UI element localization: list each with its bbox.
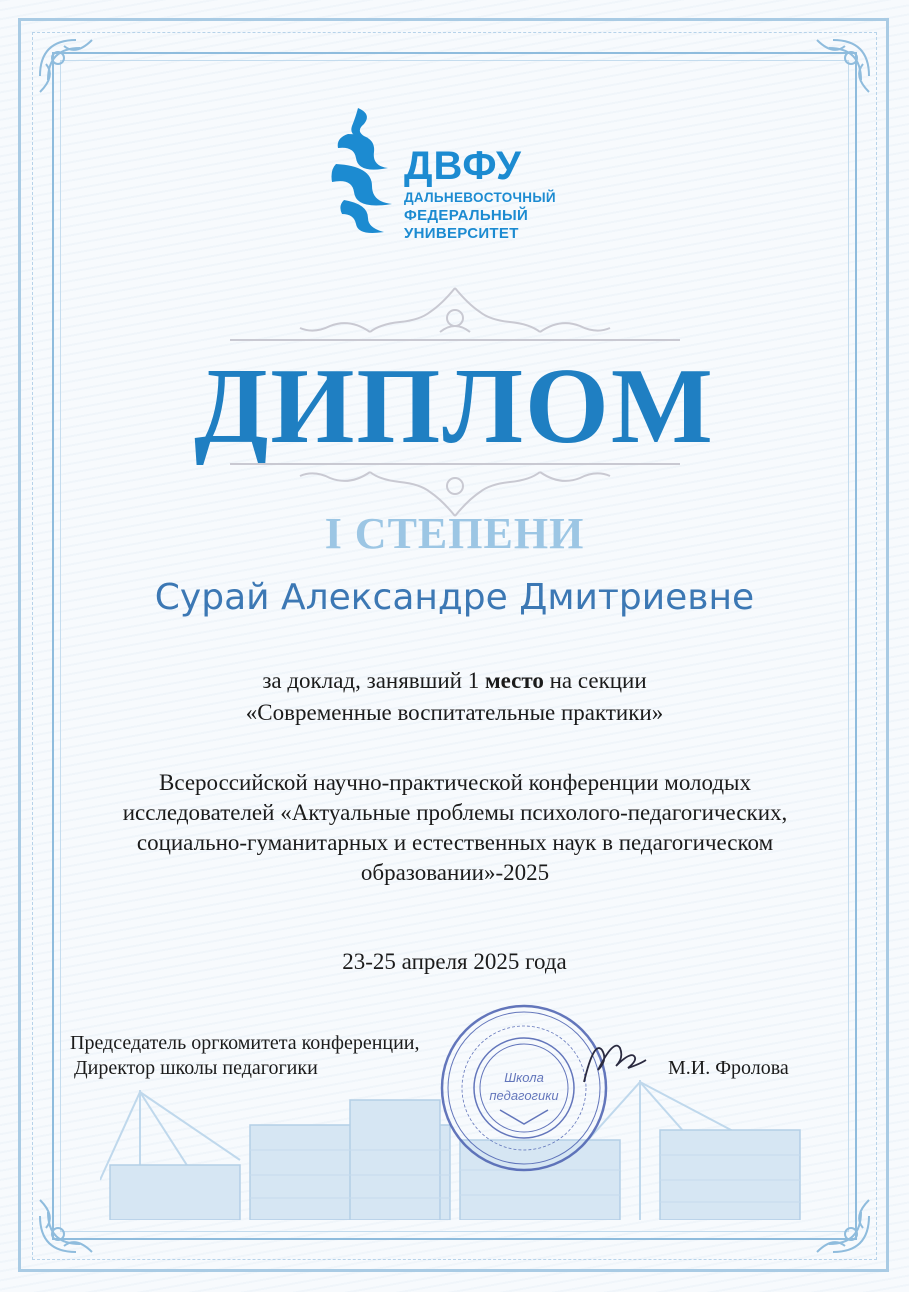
diploma-title: ДИПЛОМ bbox=[194, 347, 715, 466]
university-logo bbox=[328, 104, 556, 242]
section-name: «Современные воспитательные практики» bbox=[245, 700, 664, 725]
signatory-role-2: Директор школы педагогики bbox=[74, 1057, 318, 1079]
conference-description: Всероссийской научно-практической конференции молодых исследователей «Актуальные проблемы психолого-педагогических, социально-гуманитарных и естественных наук в педагогическом образовании»-2025 bbox=[122, 770, 788, 885]
award-emphasis: место bbox=[485, 668, 544, 693]
recipient-name: Сурай Александре Дмитриевне bbox=[154, 577, 755, 618]
award-suffix: на секции bbox=[543, 668, 647, 693]
corner-ornament-top-left bbox=[36, 36, 96, 96]
ornament-divider-top bbox=[230, 282, 680, 342]
logo-text-line-1: ДАЛЬНЕВОСТОЧНЫЙ bbox=[404, 190, 556, 205]
signatory-role-1: Председатель оргкомитета конференции, bbox=[70, 1032, 420, 1054]
corner-ornament-bottom-right bbox=[813, 1196, 873, 1256]
stamp-text-line-1: Школа bbox=[504, 1070, 544, 1085]
award-prefix: за доклад, занявший 1 bbox=[262, 668, 485, 693]
corner-ornament-bottom-left bbox=[36, 1196, 96, 1256]
diploma-degree: I СТЕПЕНИ bbox=[324, 509, 585, 558]
logo-abbreviation: ДВФУ bbox=[404, 144, 522, 188]
logo-text-line-3: УНИВЕРСИТЕТ bbox=[404, 225, 519, 242]
corner-ornament-top-right bbox=[813, 36, 873, 96]
conference-dates: 23-25 апреля 2025 года bbox=[342, 949, 567, 974]
award-line bbox=[60, 666, 849, 696]
handwritten-signature bbox=[580, 1030, 650, 1090]
wave-emblem-icon bbox=[328, 104, 398, 238]
logo-text-line-2: ФЕДЕРАЛЬНЫЙ bbox=[404, 207, 529, 224]
stamp-text-line-2: педагогики bbox=[489, 1088, 559, 1103]
signatory-name: М.И. Фролова bbox=[668, 1057, 789, 1079]
